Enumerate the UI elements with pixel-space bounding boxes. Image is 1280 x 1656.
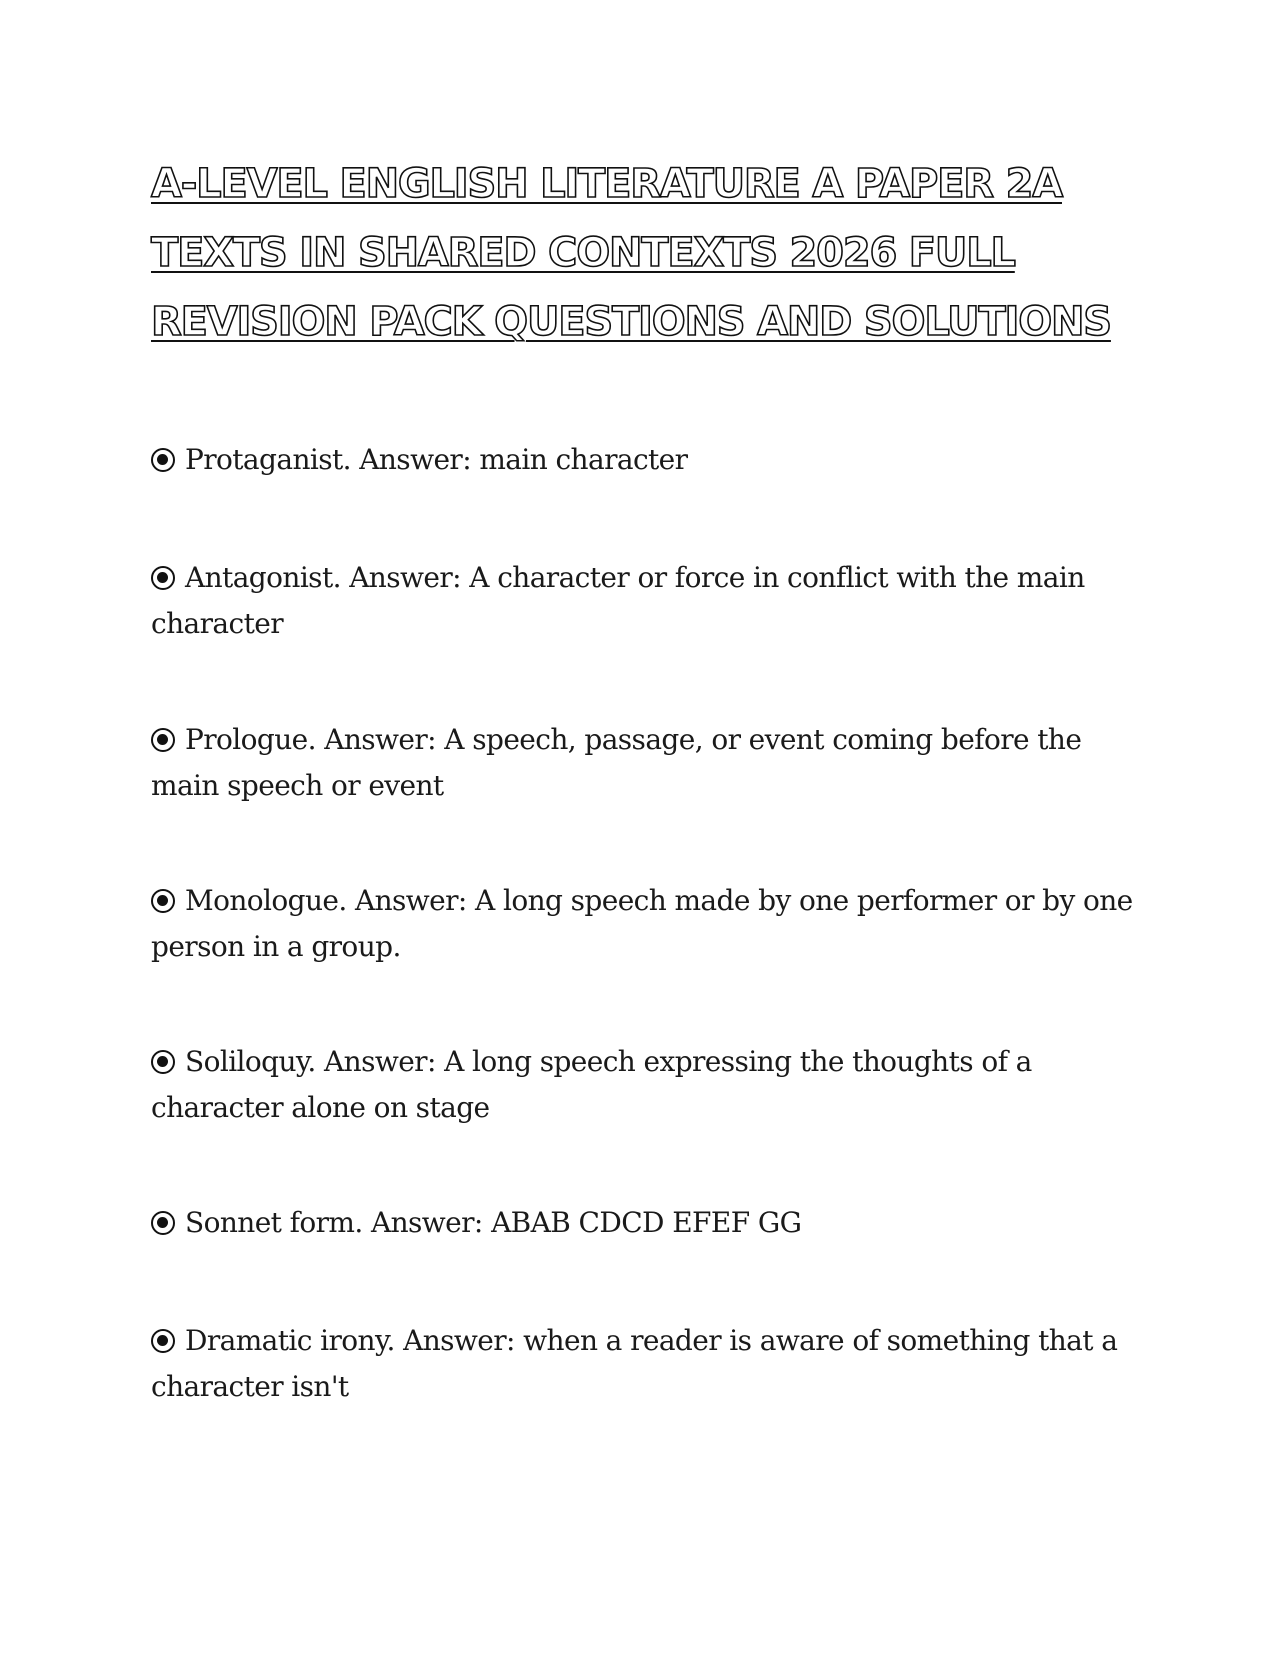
fisheye-bullet-icon <box>151 889 175 913</box>
fisheye-bullet-icon <box>151 448 175 472</box>
list-item-text: Dramatic irony. Answer: when a reader is aware of something that a character isn't <box>151 1324 1118 1403</box>
list-item-text: Prologue. Answer: A speech, passage, or event coming before the main speech or event <box>151 723 1082 802</box>
list-item <box>151 1039 1141 1131</box>
list-item <box>151 878 1141 970</box>
list-item <box>151 1318 1141 1410</box>
list-item-text: Antagonist. Answer: A character or force in conflict with the main character <box>151 561 1085 640</box>
fisheye-bullet-icon <box>151 566 175 590</box>
list-item <box>151 437 1141 483</box>
fisheye-bullet-icon <box>151 728 175 752</box>
fisheye-bullet-icon <box>151 1329 175 1353</box>
list-item <box>151 717 1141 809</box>
list-item-text: Soliloquy. Answer: A long speech expressing the thoughts of a character alone on stage <box>151 1045 1032 1124</box>
fisheye-bullet-icon <box>151 1050 175 1074</box>
list-item-text: Protaganist. Answer: main character <box>185 443 688 476</box>
list-item <box>151 1200 1141 1246</box>
list-item-text: Monologue. Answer: A long speech made by one performer or by one person in a group. <box>151 884 1133 963</box>
list-item-text: Sonnet form. Answer: ABAB CDCD EFEF GG <box>185 1206 802 1239</box>
page-title: A-LEVEL ENGLISH LITERATURE A PAPER 2A TEXTS IN SHARED CONTEXTS 2026 FULL REVISION PACK QUESTIONS AND SOLUTIONS <box>151 161 1111 345</box>
list-item <box>151 555 1141 647</box>
fisheye-bullet-icon <box>151 1211 175 1235</box>
